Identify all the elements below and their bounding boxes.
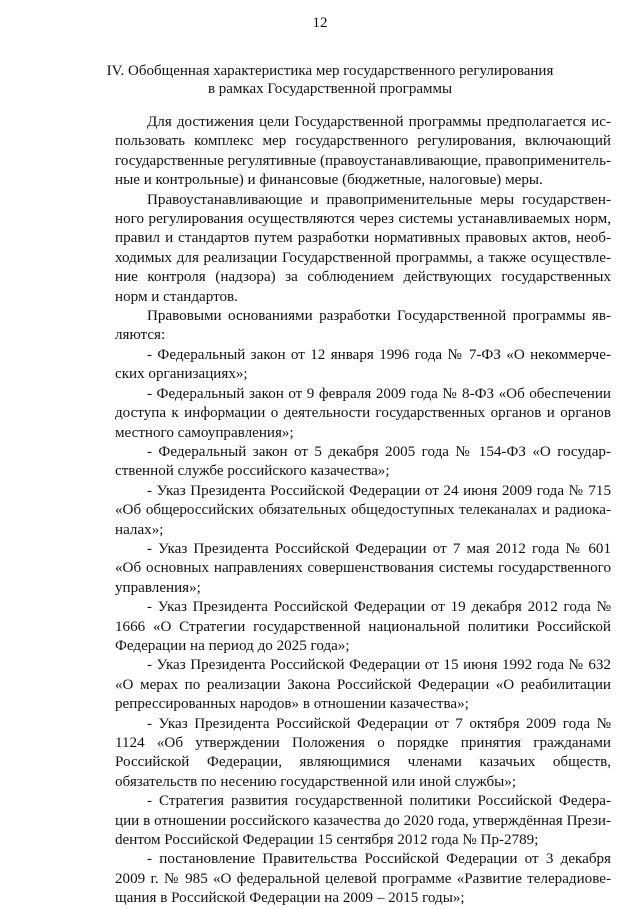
list-item: - Указ Президента Российской Федерации от 19 декабря 2012 года № 1666 «О Стратегии государственной национальной политики Российской Федерации на период до 2025 года»;: [115, 599, 611, 654]
list-item: - Указ Президента Российской Федерации от 24 июня 2009 года № 715 «Об общероссийских обязательных общедоступных телеканалах и радиоканалах»;: [115, 482, 611, 538]
list-item: - постановление Правительства Российской Федерации от 3 декабря 2009 г. № 985 «О федеральной целевой программе «Развитие телерадиовещания в Российской Федерации на 2009 – 2015 годы»;: [115, 851, 611, 907]
list-item: - Федеральный закон от 9 февраля 2009 года № 8-ФЗ «Об обеспечении доступа к информации о деятельности государственных органов и органов местного самоуправления»;: [115, 385, 611, 441]
section-heading: [100, 62, 560, 98]
list-item: - Стратегия развития государственной политики Российской Федерации в отношении российского казачества до 2020 года, утверждённая Презиdентом Российской Федерации 15 сентября 2012 года № Пр-2789;: [115, 793, 611, 849]
list-item: - Федеральный закон от 5 декабря 2005 года № 154-ФЗ «О государственной службе российского казачества»;: [115, 443, 611, 480]
paragraph-regulatory-measures: Правоустанавливающие и правоприменительные меры государственного регулирования осуществляются через системы устанавливаемых норм, правил и стандартов путем разработки нормативных правовых актов, необходимых для реализации Государственной программы, а также осуществление контроля (надзора) за соблюдением действующих государственных норм и стандартов.: [115, 191, 611, 305]
list-item: - Указ Президента Российской Федерации от 7 мая 2012 года № 601 «Об основных направлениях совершенствования системы государственного управления»;: [115, 540, 611, 596]
paragraph-legal-basis: Правовыми основаниями разработки Государственной программы являются:: [115, 308, 611, 344]
body-text: [115, 113, 611, 909]
page-number: 12: [312, 15, 328, 31]
list-item: - Указ Президента Российской Федерации от 15 июня 1992 года № 632 «О мерах по реализации Закона Российской Федерации «О реабилитации репрессированных народов» в отношении казачества»;: [115, 657, 611, 713]
list-item: - Указ Президента Российской Федерации от 7 октября 2009 года № 1124 «Об утверждении Положения о порядке принятия гражданами Российской Федерации, являющимися членами казачьих обществ, обязательств по несению государственной или иной службы»;: [115, 715, 611, 790]
list-item: - Федеральный закон от 12 января 1996 года № 7-ФЗ «О некоммерческих организациях»;: [115, 346, 611, 383]
section-heading-line-1: IV. Обобщенная характеристика мер государственного регулирования: [106, 63, 554, 79]
paragraph-intro: Для достижения цели Государственной программы предполагается использовать комплекс мер государственного регулирования, включающий государственные регулятивные (правоустанавливающие, правоприменительные и контрольные) и финансовые (бюджетные, налоговые) меры.: [115, 114, 611, 189]
section-heading-line-2: в рамках Государственной программы: [207, 81, 453, 97]
